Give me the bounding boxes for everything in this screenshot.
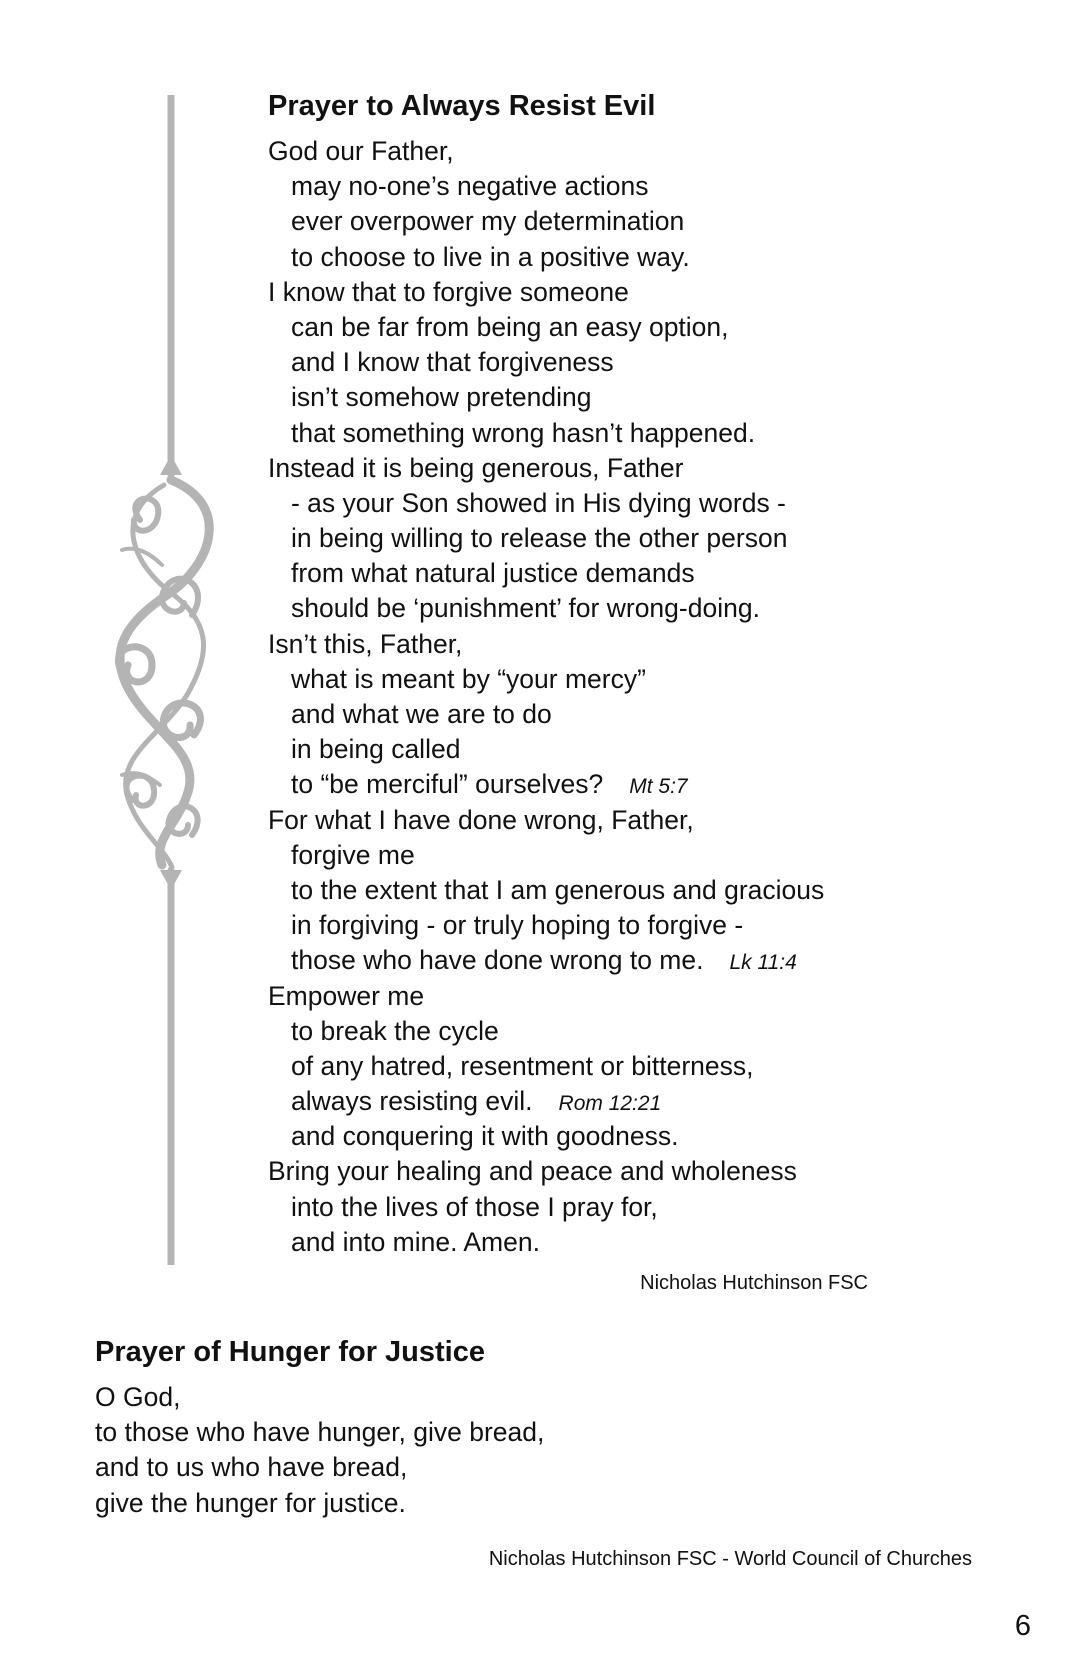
- prayer-line: [268, 767, 988, 802]
- scripture-reference: Lk 11:4: [729, 951, 797, 975]
- page-number: 6: [1014, 1610, 1031, 1642]
- prayer-line-text: isn’t somehow pretending: [291, 382, 592, 413]
- prayer-line-text: to those who have hunger, give bread,: [95, 1417, 545, 1448]
- prayer-line-text: what is meant by “your mercy”: [291, 663, 646, 694]
- scripture-reference: Rom 12:21: [558, 1092, 662, 1116]
- prayer-line-text: in being called: [291, 734, 461, 765]
- prayer-line: [268, 1014, 988, 1049]
- decorative-scroll-divider: [92, 95, 217, 1265]
- prayer-line: [268, 169, 988, 204]
- prayer-line-text: and to us who have bread,: [95, 1452, 408, 1483]
- prayer-line: [268, 1049, 988, 1084]
- prayer-line-text: For what I have done wrong, Father,: [268, 804, 694, 835]
- prayer-line-text: always resisting evil.: [291, 1086, 533, 1117]
- prayer-line: [268, 416, 988, 451]
- prayer-line: [268, 662, 988, 697]
- prayer-line-text: should be ‘punishment’ for wrong-doing.: [291, 593, 760, 624]
- prayer-line-text: from what natural justice demands: [291, 558, 695, 589]
- prayer-line-text: that something wrong hasn’t happened.: [291, 417, 756, 448]
- prayer-title: Prayer to Always Resist Evil: [268, 90, 656, 122]
- prayer-line-text: can be far from being an easy option,: [291, 311, 729, 342]
- prayer-line: [268, 803, 988, 838]
- prayer-line-text: and into mine. Amen.: [291, 1226, 540, 1257]
- prayer-line-text: and what we are to do: [291, 699, 552, 729]
- prayer-line: [95, 1486, 995, 1521]
- prayer-line: [95, 1380, 995, 1415]
- prayer-line-text: Empower me: [268, 980, 425, 1011]
- prayer-line: [268, 1084, 988, 1119]
- prayer-line: [268, 1119, 988, 1154]
- prayer-line: [268, 556, 988, 591]
- prayer-line-text: Isn’t this, Father,: [268, 628, 463, 659]
- prayer-line-text: O God,: [95, 1382, 181, 1412]
- prayer-line: [268, 591, 988, 626]
- prayer-resist-evil: [268, 86, 988, 1260]
- prayer-line-text: forgive me: [291, 839, 415, 870]
- prayer-line: [268, 979, 988, 1014]
- prayer-line: [268, 1190, 988, 1225]
- prayer-line-text: may no-one’s negative actions: [291, 171, 649, 202]
- prayer-author: Nicholas Hutchinson FSC: [640, 1272, 868, 1294]
- prayer-hunger-for-justice: [95, 1332, 995, 1521]
- prayer-line: [268, 310, 988, 345]
- prayer-line-text: those who have done wrong to me.: [291, 945, 704, 976]
- prayer-title: Prayer of Hunger for Justice: [95, 1336, 485, 1368]
- prayer-line: [268, 134, 988, 169]
- prayer-line: [268, 204, 988, 239]
- prayer-line-text: Bring your healing and peace and wholeness: [268, 1156, 797, 1187]
- prayer-line-text: Instead it is being generous, Father: [268, 452, 684, 483]
- prayer-line: [268, 697, 988, 732]
- prayer-line: [268, 1225, 988, 1260]
- prayer-line: [268, 345, 988, 380]
- prayer-line-text: God our Father,: [268, 136, 454, 166]
- prayer-line-text: into the lives of those I pray for,: [291, 1191, 658, 1222]
- prayer-line-text: and conquering it with goodness.: [291, 1121, 679, 1152]
- prayer-line: [268, 838, 988, 873]
- prayer-line-text: to “be merciful” ourselves?: [291, 769, 604, 800]
- prayer-line: [268, 732, 988, 767]
- prayer-line-text: - as your Son showed in His dying words -: [291, 487, 786, 518]
- prayer-line: [268, 240, 988, 275]
- prayer-line-text: to the extent that I am generous and gracious: [291, 874, 825, 905]
- prayer-text: [268, 134, 988, 1260]
- prayer-line: [268, 521, 988, 556]
- prayer-text: [95, 1380, 995, 1521]
- prayer-line: [95, 1450, 995, 1485]
- prayer-line: [268, 873, 988, 908]
- prayer-line-text: I know that to forgive someone: [268, 276, 629, 307]
- prayer-line: [268, 451, 988, 486]
- prayer-line-text: to choose to live in a positive way.: [291, 241, 690, 272]
- prayer-line-text: give the hunger for justice.: [95, 1487, 406, 1518]
- prayer-line-text: and I know that forgiveness: [291, 347, 614, 378]
- prayer-line: [95, 1415, 995, 1450]
- prayer-line: [268, 908, 988, 943]
- prayer-line-text: ever overpower my determination: [291, 206, 685, 237]
- prayer-line: [268, 486, 988, 521]
- prayer-line-text: in forgiving - or truly hoping to forgive -: [291, 910, 744, 941]
- prayer-line: [268, 1154, 988, 1189]
- prayer-line-text: in being willing to release the other person: [291, 523, 788, 554]
- scripture-reference: Mt 5:7: [629, 775, 688, 799]
- prayer-author: Nicholas Hutchinson FSC - World Council of Churches: [488, 1548, 972, 1570]
- prayer-line-text: to break the cycle: [291, 1015, 499, 1046]
- prayer-line: [268, 627, 988, 662]
- prayer-line-text: of any hatred, resentment or bitterness,: [291, 1050, 754, 1081]
- prayer-line: [268, 275, 988, 310]
- prayer-line: [268, 943, 988, 978]
- prayer-line: [268, 380, 988, 415]
